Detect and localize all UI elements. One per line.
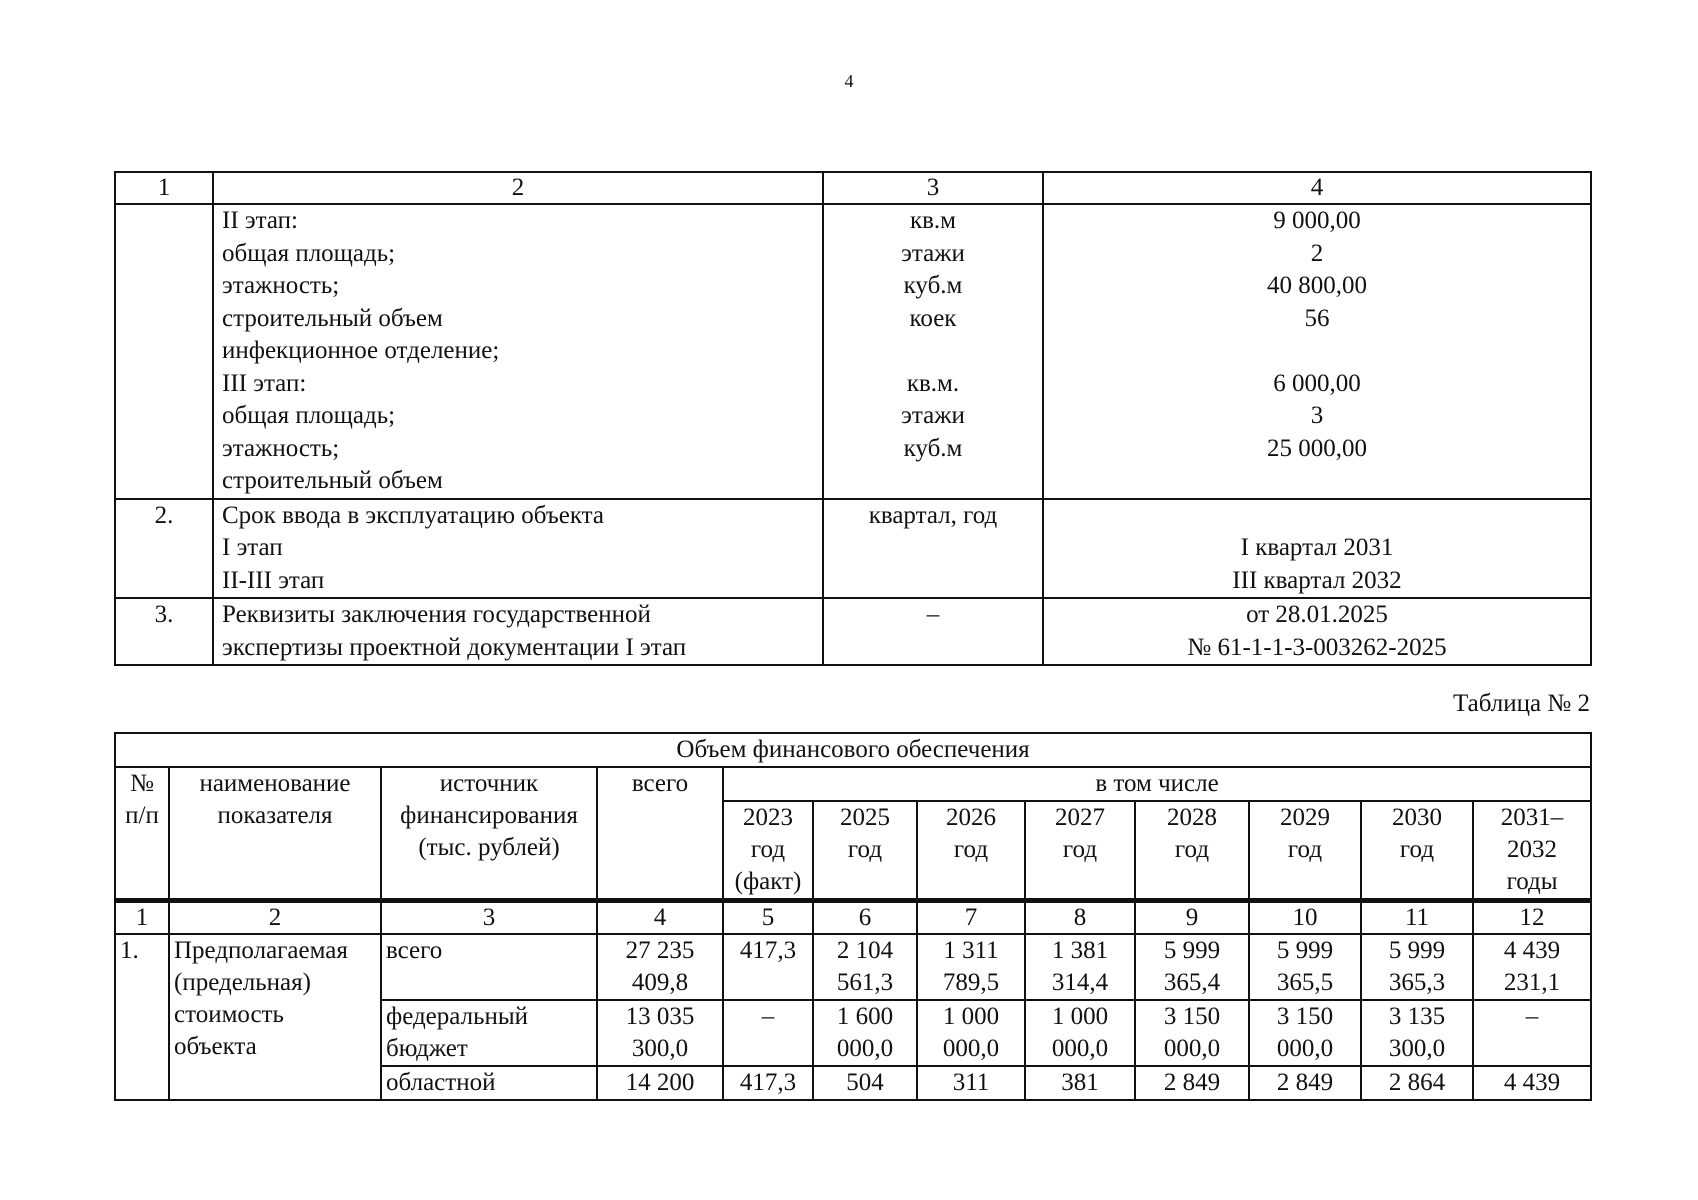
value-line-blank bbox=[1052, 335, 1582, 368]
head-line: 2031– bbox=[1500, 804, 1564, 831]
amount-line: 365,5 bbox=[1276, 969, 1334, 996]
financing-table bbox=[114, 732, 1592, 1101]
amount-cell: 14 200 bbox=[597, 1066, 723, 1100]
head-year bbox=[1025, 801, 1135, 901]
head-year bbox=[1361, 801, 1473, 901]
head-year bbox=[1135, 801, 1249, 901]
head-line: 2025 bbox=[840, 804, 890, 831]
amount-cell bbox=[1025, 934, 1135, 1000]
head-year bbox=[1249, 801, 1361, 901]
unit-line: куб.м bbox=[903, 434, 963, 462]
head-line: год bbox=[1399, 836, 1435, 863]
value-line: 40 800,00 bbox=[1267, 272, 1367, 299]
row-number bbox=[115, 204, 213, 499]
unit-line-blank bbox=[832, 335, 1034, 368]
amount-line: 365,4 bbox=[1163, 969, 1221, 996]
amount-line: 5 999 bbox=[1163, 937, 1221, 964]
amount-line: 314,4 bbox=[1051, 969, 1109, 996]
unit-cell: – bbox=[823, 598, 1043, 665]
amount-cell bbox=[813, 934, 917, 1000]
indicator-line: строительный объем bbox=[222, 467, 443, 494]
value-list bbox=[1043, 499, 1591, 599]
amount-line: 13 035 bbox=[625, 1003, 695, 1030]
table1-header-cell: 3 bbox=[823, 172, 1043, 204]
head-line: 2028 bbox=[1167, 804, 1217, 831]
value-line: 56 bbox=[1304, 304, 1330, 332]
indicator-line: общая площадь; bbox=[222, 402, 396, 429]
table1-row-stages bbox=[115, 204, 1591, 499]
amount-cell: 381 bbox=[1025, 1066, 1135, 1100]
page-number: 4 bbox=[844, 71, 854, 91]
item-name-line: стоимость bbox=[174, 1001, 284, 1028]
table2-title: Объем финансового обеспечения bbox=[115, 733, 1591, 767]
indicator-line: Срок ввода в эксплуатацию объекта bbox=[222, 501, 605, 529]
head-line: финансирования bbox=[400, 802, 578, 829]
row-number: 3. bbox=[115, 598, 213, 665]
amount-line: 1 000 bbox=[942, 1003, 1000, 1030]
head-line: год bbox=[1174, 836, 1210, 863]
head-line: (факт) bbox=[734, 868, 802, 895]
indicator-names bbox=[213, 204, 823, 499]
head-line: 2023 bbox=[743, 804, 793, 831]
amount-cell bbox=[1361, 1000, 1473, 1066]
item-name-line: Предполагаемая bbox=[174, 937, 348, 964]
head-line: год bbox=[1287, 836, 1323, 863]
amount-cell: 2 849 bbox=[1135, 1066, 1249, 1100]
indicator-line: экспертизы проектной документации I этап bbox=[222, 633, 687, 661]
table2-head-row bbox=[115, 767, 1591, 801]
head-num bbox=[115, 767, 169, 901]
head-line: 2030 bbox=[1392, 804, 1442, 831]
amount-cell bbox=[917, 1000, 1025, 1066]
amount-cell bbox=[1473, 934, 1591, 1000]
unit-list bbox=[823, 204, 1043, 499]
head-total: всего bbox=[597, 767, 723, 901]
amount-line: 000,0 bbox=[1051, 1035, 1109, 1062]
amount-line: 000,0 bbox=[1163, 1035, 1221, 1062]
amount-line: 3 135 bbox=[1388, 1003, 1446, 1030]
head-line: показателя bbox=[217, 802, 333, 829]
value-line: от 28.01.2025 bbox=[1246, 601, 1388, 628]
amount-cell bbox=[597, 1000, 723, 1066]
head-source bbox=[381, 767, 597, 901]
value-list bbox=[1043, 204, 1591, 499]
amount-cell bbox=[813, 1000, 917, 1066]
column-numbers-row bbox=[115, 901, 1591, 935]
indicator-line: III этап: bbox=[222, 369, 307, 397]
indicator-line: II этап: bbox=[222, 207, 298, 234]
value-line: I квартал 2031 bbox=[1240, 534, 1394, 561]
indicator-line: инфекционное отделение; bbox=[222, 337, 500, 364]
head-year bbox=[813, 801, 917, 901]
table1-header-row bbox=[115, 172, 1591, 204]
head-line: 2032 bbox=[1507, 836, 1558, 863]
head-line: 2029 bbox=[1280, 804, 1330, 831]
unit-cell: квартал, год bbox=[823, 499, 1043, 599]
amount-line: 27 235 bbox=[625, 937, 695, 964]
column-number: 6 bbox=[813, 901, 917, 935]
amount-line: 409,8 bbox=[631, 969, 689, 996]
table1-header-cell: 2 bbox=[213, 172, 823, 204]
indicator-line: Реквизиты заключения государственной bbox=[222, 601, 651, 628]
amount-cell bbox=[597, 934, 723, 1000]
value-line: 3 bbox=[1310, 402, 1324, 429]
amount-cell: 504 bbox=[813, 1066, 917, 1100]
unit-line: коек bbox=[909, 304, 957, 332]
object-characteristics-table bbox=[114, 171, 1592, 666]
column-number: 4 bbox=[597, 901, 723, 935]
amount-cell: 4 439 bbox=[1473, 1066, 1591, 1100]
head-including: в том числе bbox=[723, 767, 1591, 801]
row-number: 2. bbox=[115, 499, 213, 599]
head-line: год bbox=[1062, 836, 1098, 863]
table2-title-row bbox=[115, 733, 1591, 767]
amount-cell bbox=[723, 1000, 813, 1066]
amount-cell bbox=[1249, 934, 1361, 1000]
indicator-line: I этап bbox=[222, 534, 283, 561]
value-line: 2 bbox=[1310, 239, 1324, 267]
head-line: год bbox=[750, 836, 786, 863]
head-line: год bbox=[953, 836, 989, 863]
amount-line: 300,0 bbox=[1388, 1035, 1446, 1062]
amount-line: 365,3 bbox=[1388, 969, 1446, 996]
table1-header-cell: 1 bbox=[115, 172, 213, 204]
column-number: 9 bbox=[1135, 901, 1249, 935]
indicator-line: II-III этап bbox=[222, 566, 325, 594]
amount-line: 1 311 bbox=[943, 937, 999, 964]
amount-line: 417,3 bbox=[739, 937, 797, 964]
table1-header-cell: 4 bbox=[1043, 172, 1591, 204]
amount-line: 000,0 bbox=[942, 1035, 1000, 1062]
amount-cell bbox=[1473, 1000, 1591, 1066]
amount-line: 000,0 bbox=[836, 1035, 894, 1062]
indicator-names bbox=[213, 499, 823, 599]
unit-line: кв.м bbox=[909, 207, 957, 234]
amount-line: 300,0 bbox=[631, 1035, 689, 1062]
column-number: 1 bbox=[115, 901, 169, 935]
head-line: 2026 bbox=[946, 804, 996, 831]
column-number: 10 bbox=[1249, 901, 1361, 935]
amount-cell: 2 849 bbox=[1249, 1066, 1361, 1100]
source-line: бюджет bbox=[386, 1035, 468, 1062]
source-cell: областной bbox=[381, 1066, 597, 1100]
head-name bbox=[169, 767, 381, 901]
indicator-names bbox=[213, 598, 823, 665]
head-line: годы bbox=[1506, 868, 1558, 895]
amount-cell bbox=[1135, 1000, 1249, 1066]
indicator-line: строительный объем bbox=[222, 304, 443, 332]
table1-row-commissioning-term bbox=[115, 499, 1591, 599]
unit-line: этажи bbox=[901, 239, 965, 267]
head-line: наименование bbox=[199, 770, 351, 797]
source-cell: всего bbox=[381, 934, 597, 1000]
amount-line: 1 000 bbox=[1051, 1003, 1109, 1030]
unit-line: этажи bbox=[901, 402, 965, 429]
amount-cell bbox=[917, 934, 1025, 1000]
amount-cell: 2 864 bbox=[1361, 1066, 1473, 1100]
amount-line: – bbox=[1525, 1003, 1539, 1030]
amount-cell bbox=[1135, 934, 1249, 1000]
column-number: 12 bbox=[1473, 901, 1591, 935]
head-line: год bbox=[847, 836, 883, 863]
value-line: 6 000,00 bbox=[1273, 369, 1361, 397]
value-line: 9 000,00 bbox=[1273, 207, 1361, 234]
table-caption: Таблица № 2 bbox=[1452, 690, 1590, 717]
head-line: п/п bbox=[125, 802, 159, 829]
amount-line: 5 999 bbox=[1388, 937, 1446, 964]
head-line: источник bbox=[439, 770, 539, 797]
amount-cell bbox=[1361, 934, 1473, 1000]
value-line: 25 000,00 bbox=[1267, 434, 1367, 462]
amount-line: 3 150 bbox=[1276, 1003, 1334, 1030]
unit-line: куб.м bbox=[903, 272, 963, 299]
head-year bbox=[1473, 801, 1591, 901]
value-line: III квартал 2032 bbox=[1232, 566, 1402, 594]
head-year bbox=[917, 801, 1025, 901]
amount-cell: 311 bbox=[917, 1066, 1025, 1100]
financing-row-total bbox=[115, 934, 1591, 1000]
amount-line: 2 104 bbox=[836, 937, 894, 964]
head-line: (тыс. рублей) bbox=[418, 834, 560, 861]
amount-line: 3 150 bbox=[1163, 1003, 1221, 1030]
value-line: № 61-1-1-3-003262-2025 bbox=[1187, 633, 1447, 661]
indicator-line: этажность; bbox=[222, 272, 340, 299]
amount-line: 4 439 bbox=[1503, 937, 1561, 964]
head-year bbox=[723, 801, 813, 901]
value-line-blank bbox=[1052, 500, 1582, 533]
column-number: 11 bbox=[1361, 901, 1473, 935]
amount-cell bbox=[1025, 1000, 1135, 1066]
column-number: 5 bbox=[723, 901, 813, 935]
source-line: федеральный bbox=[386, 1003, 529, 1030]
indicator-line: этажность; bbox=[222, 434, 340, 462]
value-list bbox=[1043, 598, 1591, 665]
unit-line: кв.м. bbox=[906, 369, 960, 397]
head-line: № bbox=[130, 770, 154, 797]
amount-line: 000,0 bbox=[1276, 1035, 1334, 1062]
indicator-line: общая площадь; bbox=[222, 239, 396, 267]
amount-line: 561,3 bbox=[836, 969, 894, 996]
table1-row-expertise bbox=[115, 598, 1591, 665]
column-number: 3 bbox=[381, 901, 597, 935]
column-number: 7 bbox=[917, 901, 1025, 935]
amount-cell: 417,3 bbox=[723, 1066, 813, 1100]
amount-line: 1 600 bbox=[836, 1003, 894, 1030]
item-number: 1. bbox=[115, 934, 169, 1100]
source-cell bbox=[381, 1000, 597, 1066]
amount-line: 1 381 bbox=[1051, 937, 1109, 964]
amount-cell bbox=[723, 934, 813, 1000]
amount-line: 789,5 bbox=[942, 969, 1000, 996]
amount-cell bbox=[1249, 1000, 1361, 1066]
item-name-line: объекта bbox=[174, 1033, 257, 1060]
amount-line: – bbox=[761, 1003, 775, 1030]
amount-line: 231,1 bbox=[1503, 969, 1561, 996]
head-line: 2027 bbox=[1055, 804, 1105, 831]
column-number: 2 bbox=[169, 901, 381, 935]
item-name bbox=[169, 934, 381, 1100]
item-name-line: (предельная) bbox=[174, 969, 311, 996]
column-number: 8 bbox=[1025, 901, 1135, 935]
amount-line: 5 999 bbox=[1276, 937, 1334, 964]
